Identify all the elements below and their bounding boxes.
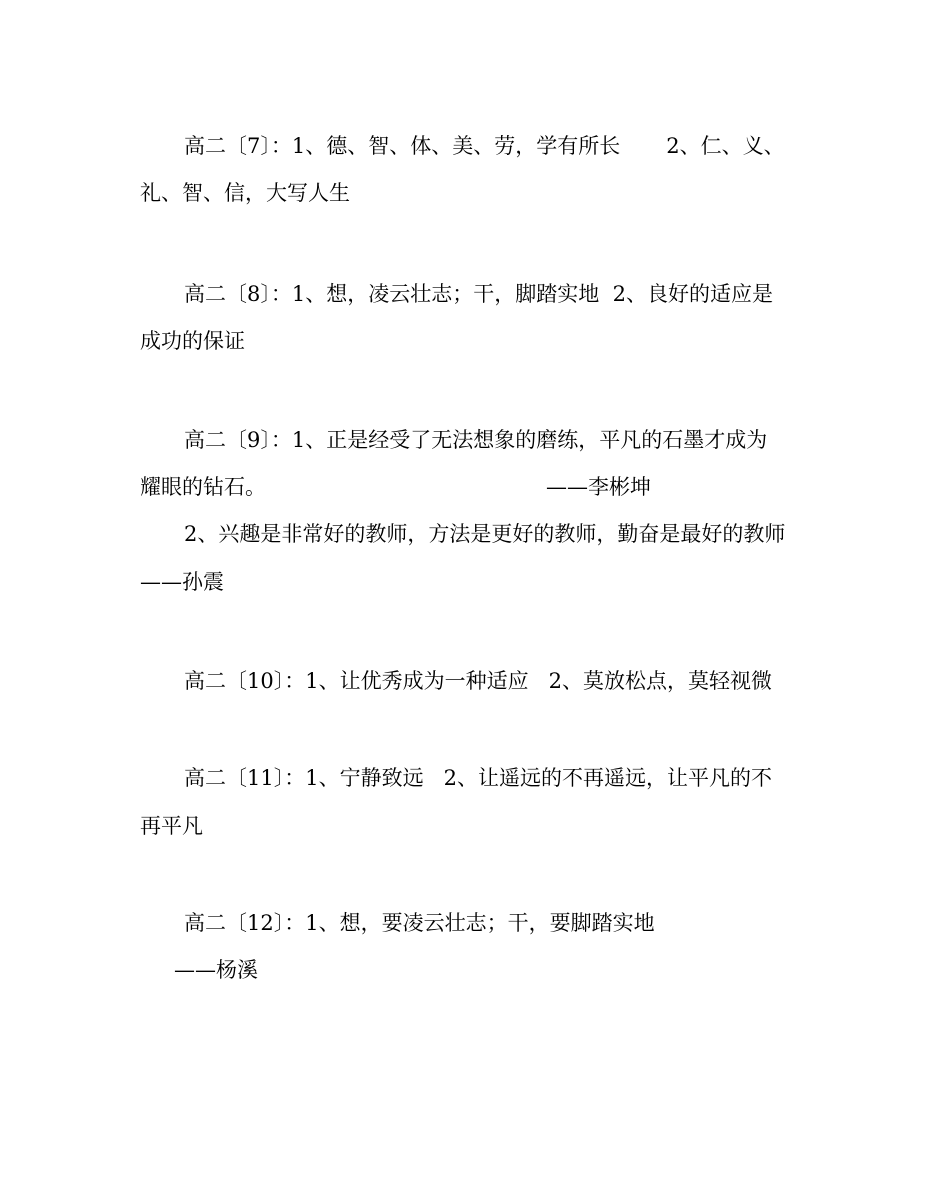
entry-9-class: 高二〔9〕： (184, 428, 292, 452)
entry-7-line-2: 礼、智、信，大写人生 (140, 181, 350, 205)
entry-9-line-1 (184, 428, 767, 452)
entry-12-motto: 1、想，要凌云壮志；干，要脚踏实地 (305, 911, 655, 935)
entry-8-line-2: 成功的保证 (140, 329, 245, 353)
entry-8-line-1 (184, 282, 773, 306)
entry-9-author-1: ——李彬坤 (546, 475, 651, 499)
entry-12-author: ——杨溪 (174, 958, 258, 982)
entry-9-motto-1: 1、正是经受了无法想象的磨练，平凡的石墨才成为 (291, 428, 768, 452)
entry-8-mottos: 1、想，凌云壮志；干，脚踏实地 2、良好的适应是 (291, 282, 773, 306)
entry-10-line-1 (184, 669, 772, 693)
entry-9-author-2: ——孙震 (140, 570, 224, 594)
entry-7-class: 高二〔7〕： (184, 134, 292, 158)
entry-11-line-2: 再平凡 (140, 814, 203, 838)
entry-11-class: 高二〔11〕： (184, 766, 306, 790)
entry-11-line-1 (184, 766, 772, 790)
entry-7-motto-2-start: 2、仁、义、 (666, 134, 785, 158)
entry-11-mottos: 1、宁静致远 2、让遥远的不再遥远，让平凡的不 (305, 766, 772, 790)
entry-12-class: 高二〔12〕： (184, 911, 306, 935)
entry-7-motto-1: 1、德、智、体、美、劳，学有所长 (291, 134, 621, 158)
entry-10-mottos: 1、让优秀成为一种适应 2、莫放松点，莫轻视微 (305, 669, 772, 693)
entry-9-line-3: 2、兴趣是非常好的教师，方法是更好的教师，勤奋是最好的教师 (184, 522, 786, 546)
entry-9-motto-1-end: 耀眼的钻石。 (140, 475, 266, 499)
entry-12-line-1 (184, 911, 655, 935)
entry-9-line-2 (140, 475, 651, 499)
entry-7-line-1 (184, 134, 785, 158)
entry-8-class: 高二〔8〕： (184, 282, 292, 306)
entry-10-class: 高二〔10〕： (184, 669, 306, 693)
